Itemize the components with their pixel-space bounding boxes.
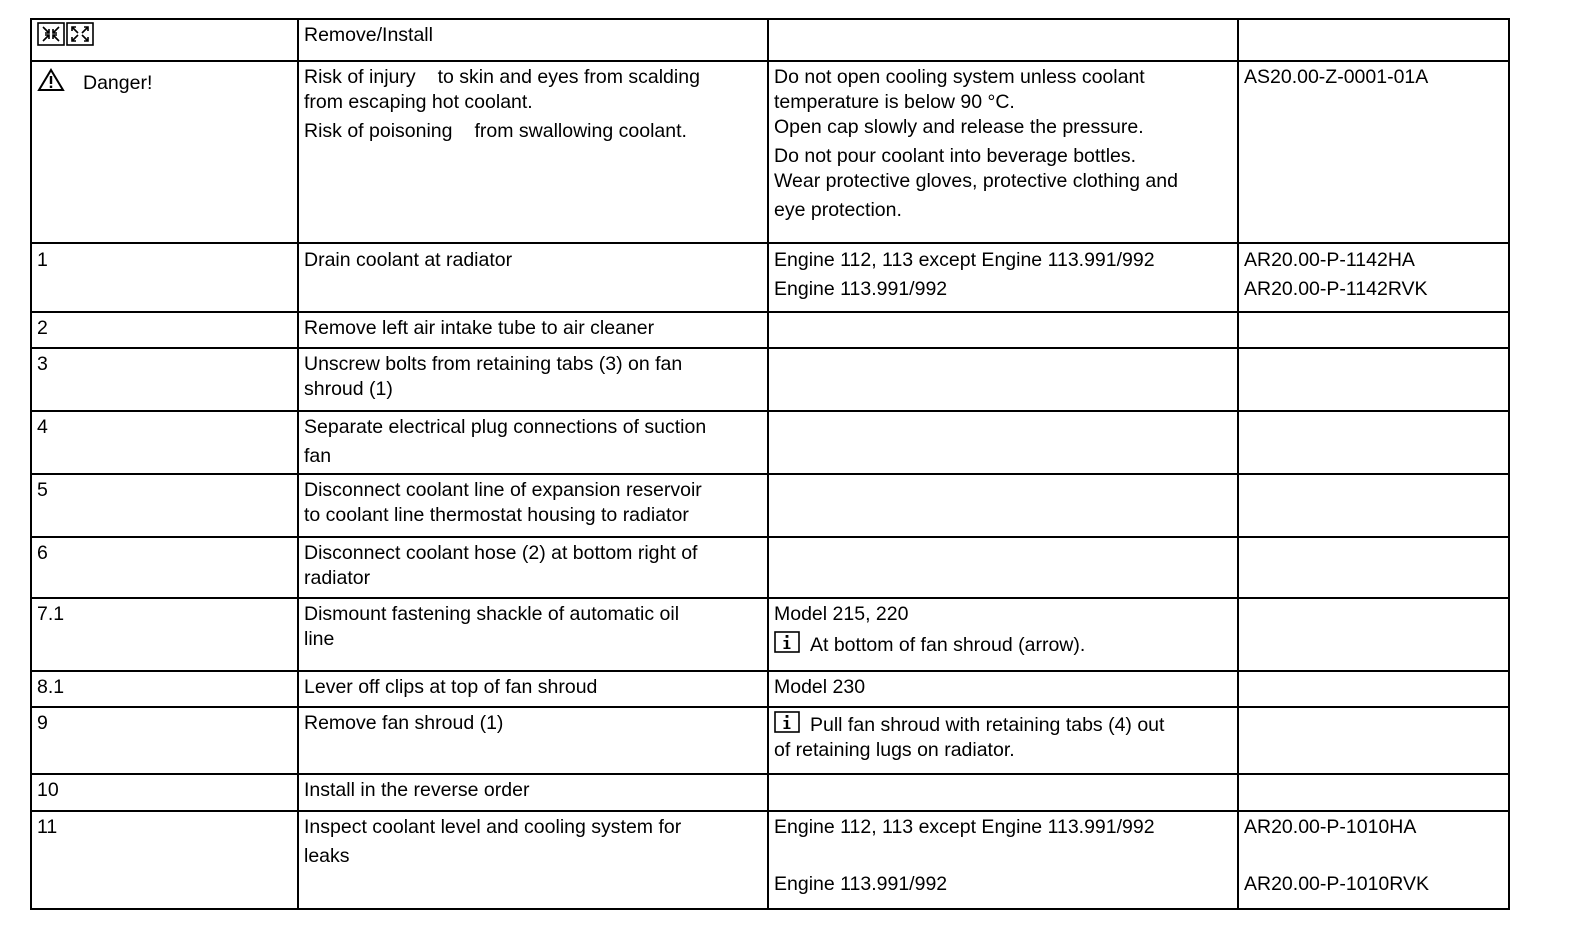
risk-injury-line2: from escaping hot coolant. — [304, 91, 533, 113]
step-number: 5 — [31, 474, 298, 537]
step-refs — [1238, 243, 1509, 312]
empty-cell — [1238, 312, 1509, 348]
step-notes: Model 230 — [768, 671, 1238, 707]
step-text — [298, 474, 768, 537]
note-line: Engine 112, 113 except Engine 113.991/992 — [774, 816, 1155, 838]
procedure-table — [30, 18, 1510, 910]
step-number: 3 — [31, 348, 298, 411]
info-text: At bottom of fan shroud (arrow). — [810, 634, 1086, 656]
step-number: 4 — [31, 411, 298, 474]
table-row — [31, 811, 1509, 909]
step-text: Remove fan shroud (1) — [298, 707, 768, 774]
step-number: 11 — [31, 811, 298, 909]
table-row — [31, 774, 1509, 811]
step-text-line: radiator — [304, 567, 371, 589]
empty-cell — [1238, 411, 1509, 474]
step-notes — [768, 811, 1238, 909]
table-row — [31, 707, 1509, 774]
table-row — [31, 411, 1509, 474]
step-text — [298, 411, 768, 474]
step-text — [298, 598, 768, 671]
header-empty-3 — [768, 19, 1238, 61]
header-row — [31, 19, 1509, 61]
empty-cell — [1238, 707, 1509, 774]
table-row — [31, 537, 1509, 598]
step-text-line: leaks — [304, 845, 350, 867]
step-notes — [768, 243, 1238, 312]
note-line: Engine 112, 113 except Engine 113.991/992 — [774, 249, 1155, 271]
danger-reference: AS20.00-Z-0001-01A — [1238, 61, 1509, 243]
info-text: Pull fan shroud with retaining tabs (4) out — [810, 714, 1165, 736]
measure-line: Open cap slowly and release the pressure. — [774, 116, 1144, 138]
reference-link: AR20.00-P-1142HA — [1244, 249, 1415, 271]
step-text: Install in the reverse order — [298, 774, 768, 811]
step-text-line: Disconnect coolant line of expansion reservoir — [304, 479, 702, 501]
step-text-line: Inspect coolant level and cooling system for — [304, 816, 682, 838]
step-number: 6 — [31, 537, 298, 598]
step-number: 2 — [31, 312, 298, 348]
note-line: Model 215, 220 — [774, 603, 909, 625]
remove-icon — [37, 22, 65, 46]
empty-cell — [1238, 774, 1509, 811]
step-number: 8.1 — [31, 671, 298, 707]
danger-label-cell — [31, 61, 298, 243]
table-row — [31, 348, 1509, 411]
empty-cell — [1238, 598, 1509, 671]
step-number: 7.1 — [31, 598, 298, 671]
empty-cell — [1238, 474, 1509, 537]
header-icons-cell — [31, 19, 298, 61]
table-row — [31, 474, 1509, 537]
step-text: Remove left air intake tube to air cleaner — [298, 312, 768, 348]
table-row — [31, 671, 1509, 707]
table-row — [31, 243, 1509, 312]
danger-measures-cell — [768, 61, 1238, 243]
step-number: 1 — [31, 243, 298, 312]
empty-cell — [768, 348, 1238, 411]
info-text-line2: of retaining lugs on radiator. — [774, 739, 1015, 761]
step-text — [298, 811, 768, 909]
danger-row — [31, 61, 1509, 243]
risk-poisoning-rest: from swallowing coolant. — [474, 120, 687, 142]
reference-link: AR20.00-P-1010RVK — [1244, 873, 1430, 895]
measure-line: Wear protective gloves, protective clothing and — [774, 170, 1178, 192]
risk-poisoning-lead: Risk of poisoning — [304, 120, 453, 142]
install-icon — [66, 22, 94, 46]
header-empty-4 — [1238, 19, 1509, 61]
step-text-line: line — [304, 628, 335, 650]
measure-line: temperature is below 90 °C. — [774, 91, 1015, 113]
note-line: Engine 113.991/992 — [774, 873, 948, 895]
table-row — [31, 598, 1509, 671]
empty-cell — [768, 774, 1238, 811]
step-notes — [768, 707, 1238, 774]
measure-line: eye protection. — [774, 199, 902, 221]
reference-link: AR20.00-P-1010HA — [1244, 816, 1417, 838]
table-row — [31, 312, 1509, 348]
step-text-line: Dismount fastening shackle of automatic oil — [304, 603, 680, 625]
step-text: Lever off clips at top of fan shroud — [298, 671, 768, 707]
step-text-line: Unscrew bolts from retaining tabs (3) on fan — [304, 353, 683, 375]
measure-line: Do not pour coolant into beverage bottles. — [774, 145, 1137, 167]
step-text: Drain coolant at radiator — [298, 243, 768, 312]
step-number: 10 — [31, 774, 298, 811]
empty-cell — [768, 474, 1238, 537]
step-text-line: Disconnect coolant hose (2) at bottom right of — [304, 542, 698, 564]
step-refs — [1238, 811, 1509, 909]
empty-cell — [768, 312, 1238, 348]
step-number: 9 — [31, 707, 298, 774]
risk-injury-lead: Risk of injury — [304, 66, 416, 88]
header-title: Remove/Install — [298, 19, 768, 61]
empty-cell — [768, 411, 1238, 474]
reference-link: AR20.00-P-1142RVK — [1244, 278, 1428, 300]
empty-cell — [768, 537, 1238, 598]
step-text — [298, 348, 768, 411]
step-text-line: Separate electrical plug connections of suction — [304, 416, 707, 438]
info-icon — [774, 631, 800, 653]
info-icon — [774, 711, 800, 733]
note-line: Engine 113.991/992 — [774, 278, 948, 300]
step-text-line: fan — [304, 445, 332, 467]
step-text-line: to coolant line thermostat housing to radiator — [304, 504, 689, 526]
empty-cell — [1238, 671, 1509, 707]
step-text-line: shroud (1) — [304, 378, 393, 400]
danger-risk-cell — [298, 61, 768, 243]
danger-label: Danger! — [83, 72, 153, 94]
empty-cell — [1238, 348, 1509, 411]
step-notes — [768, 598, 1238, 671]
empty-cell — [1238, 537, 1509, 598]
measure-line: Do not open cooling system unless coolant — [774, 66, 1145, 88]
risk-injury-rest: to skin and eyes from scalding — [437, 66, 700, 88]
step-text — [298, 537, 768, 598]
warning-triangle-icon — [37, 68, 65, 92]
